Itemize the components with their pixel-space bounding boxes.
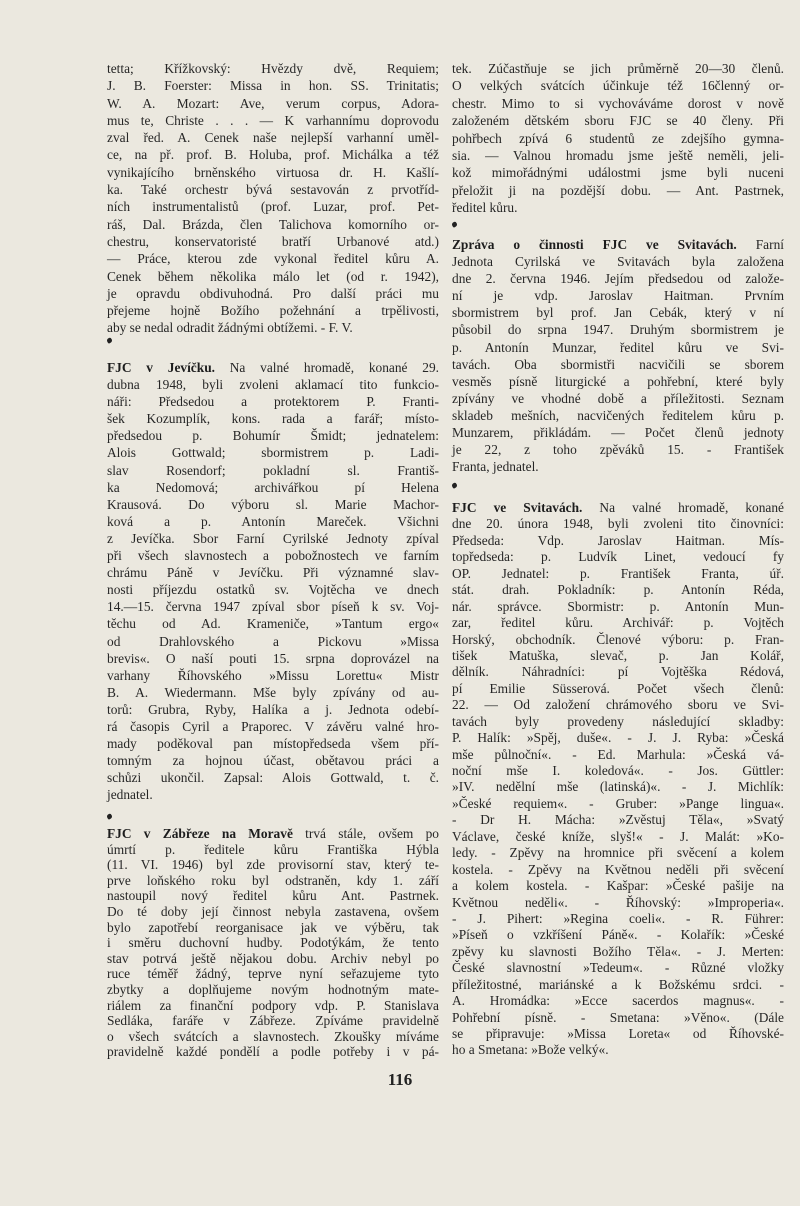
text-line: A. Hromádka: »Ecce sacerdos magnus«. - bbox=[452, 993, 784, 1009]
text-line: W. A. Mozart: Ave, verum corpus, Adora- bbox=[107, 95, 439, 111]
text-line: Sedláka, faráře v Zábřeze. Zpíváme pravidelně bbox=[107, 1013, 439, 1029]
text-line: chrámu Páně v Jevíčku. Při významné slav- bbox=[107, 565, 439, 581]
text-line: 22. — Od založení chrámového sboru ve Svi- bbox=[452, 697, 784, 713]
text-line: noční mše I. koledová«. - Jos. Güttler: bbox=[452, 763, 784, 778]
article-heading: Zpráva o činnosti FJC ve Svitavách. bbox=[452, 237, 737, 252]
text-line: ní je vdp. Jaroslav Haitman. Prvním bbox=[452, 288, 784, 304]
text-line: sbormistrem byl prof. Jan Cebák, který v ní bbox=[452, 305, 784, 321]
text-line: vesměs písně liturgické a pohřební, které byly bbox=[452, 373, 784, 389]
text-line: J. B. Foerster: Missa in hon. SS. Trinitatis; bbox=[107, 78, 439, 94]
text-line: riálem za finanční podpory vdp. P. Stanislava bbox=[107, 997, 439, 1013]
text-line: při všech slavnostech a pobožnostech ve farním bbox=[107, 548, 439, 564]
text-line bbox=[107, 826, 439, 842]
text-line: stav potrvá ještě nějakou dobu. Archiv nebyl po bbox=[107, 950, 439, 966]
text-line: i směru duchovní hudby. Podotýkám, že tento bbox=[107, 935, 439, 951]
text-line: Franta, jednatel. bbox=[452, 459, 539, 475]
section-bullet-icon bbox=[106, 813, 113, 820]
text-line: varhany Říhovského »Missu Lorettu« Mistr bbox=[107, 667, 439, 683]
text-line: ka Nedomová; archivářkou pí Helena bbox=[107, 479, 439, 495]
text-line: a kolem kostela. - Kašpar: »České pašije na bbox=[452, 878, 784, 894]
text-line: o všech svátcích a slavnostech. Zkoušky míváme bbox=[107, 1028, 439, 1044]
text-line: předsedou p. Bohumír Šmidt; jednatelem: bbox=[107, 428, 439, 444]
text-line: aby se nedal odradit žádnými obtížemi. - F. V. bbox=[107, 320, 353, 336]
text-line: zpěvy ku slavnosti Božího Těla«. - J. Merten: bbox=[452, 943, 784, 959]
text-line: Horský, obchodník. Členové výboru: p. Fran- bbox=[452, 631, 784, 647]
text-line: dělník. Náhradníci: pí Vojtěška Rédová, bbox=[452, 664, 784, 680]
text-line: založeném dětském sboru FJC se 40 členy. Při bbox=[452, 113, 784, 129]
text-line: slav Rosendorf; pokladní sl. Františ- bbox=[107, 462, 439, 478]
text-line: skladeb mešních, nacvičených ředitelem kůru p. bbox=[452, 407, 784, 423]
text-line: Do té doby její činnost nebyla zastavena, ovšem bbox=[107, 903, 439, 919]
text-line: od Drahlovského a Pickovu »Missa bbox=[107, 633, 439, 649]
text-line: Pohřební písně. - Smetana: »Věno«. (Dále bbox=[452, 1009, 784, 1025]
text-line: chestru, konservatoristé bratří Urbanové atd.) bbox=[107, 233, 439, 249]
text-line: zbytky a doplňujeme novým hodnotným mate- bbox=[107, 981, 439, 997]
text-line: Václave, české kníže, slyš!« - J. Malát: »Ko- bbox=[452, 828, 784, 844]
text-line: schůzi ukončil. Zapsal: Alois Gottwald, t. č. bbox=[107, 770, 439, 786]
text-line: »České requiem«. - Gruber: »Pange lingua«. bbox=[452, 795, 784, 811]
text-line: příležitostné, mariánské a k Božskému srdci. - bbox=[452, 976, 784, 992]
text-line: tišek Matuška, slevač, p. Jan Kolář, bbox=[452, 647, 784, 663]
text-line: nár. správce. Sbormistr: p. Antonín Mun- bbox=[452, 598, 784, 614]
text-line: tavách. Oba sbormistři nacvičili se sborem bbox=[452, 356, 784, 372]
text-line: je 22, z toho zpěváků 15. - František bbox=[452, 442, 784, 458]
section-bullet-icon bbox=[106, 337, 113, 344]
text-line: šek Kozumplík, kons. rada a farář; místo- bbox=[107, 411, 439, 427]
text-line: zar, ředitel kůru. Archivář: p. Vojtěch bbox=[452, 615, 784, 631]
text-line-rest: tetta; Křížkovský: Hvězdy dvě, Requiem; bbox=[107, 61, 439, 76]
text-line: torů: Grubra, Ryby, Halíka a j. Jednota odebí- bbox=[107, 701, 439, 717]
text-line: mus te, Christe . . . — K varhannímu doprovodu bbox=[107, 112, 439, 128]
text-line: úmrtí p. ředitele kůru Františka Hýbla bbox=[107, 841, 439, 857]
text-line: přejeme hojně Božího požehnání a trpělivosti, bbox=[107, 303, 439, 319]
text-line bbox=[107, 60, 439, 77]
text-line: mady poděkoval pan místopředseda všem pří- bbox=[107, 736, 439, 752]
text-line: dne 20. února 1948, byli zvoleni tito činovníci: bbox=[452, 516, 784, 532]
text-line: 14.—15. června 1947 zpíval sbor píseň k sv. Voj- bbox=[107, 599, 439, 615]
text-line: rá časopis Cyril a Praporec. V závěru valné hro- bbox=[107, 718, 439, 734]
text-line: - J. Pihert: »Regina coeli«. - R. Führer: bbox=[452, 910, 784, 926]
text-line: pravidelně každé pondělí a podle potřeby i v pá- bbox=[107, 1044, 439, 1060]
page-number: 116 bbox=[387, 1070, 413, 1089]
text-line: sia. — Valnou hromadu jsme ještě neměli, jeli- bbox=[452, 147, 784, 163]
text-line: ce, na př. prof. B. Holuba, prof. Michálka a též bbox=[107, 147, 439, 163]
text-line: topředseda: p. Ludvík Linet, vedoucí fy bbox=[452, 549, 784, 565]
text-line: nastoupil nový ředitel kůru Ant. Pastrnek. bbox=[107, 888, 439, 904]
article-fjc-svitavy bbox=[452, 500, 784, 1059]
text-line: pohřbech zpívá 6 studentů ze zdejšího gymna- bbox=[452, 130, 784, 146]
text-line: přeložit ji na pozdější dobu. — Ant. Pastrnek, bbox=[452, 182, 784, 198]
text-line bbox=[452, 500, 784, 516]
text-line: Munzarem, přikládám. — Počet členů jednoty bbox=[452, 425, 784, 441]
article-continuation-zabreh bbox=[452, 60, 784, 217]
text-line: ředitel kůru. bbox=[452, 200, 518, 216]
text-line: ka. Také orchestr bývá sestavován z prvotříd- bbox=[107, 182, 439, 198]
article-heading: FJC ve Svitavách. bbox=[452, 500, 583, 515]
text-line: je opravdu obdivuhodná. Pro další práci mu bbox=[107, 285, 439, 301]
text-line bbox=[452, 60, 784, 77]
text-line: kož mimořádnými událostmi jsme byli nuceni bbox=[452, 165, 784, 181]
text-line: náři: Předsedou a protektorem P. Franti- bbox=[107, 394, 439, 410]
text-line: pí Emilie Süsserová. Počet všech členů: bbox=[452, 680, 784, 696]
text-line: B. A. Wiedermann. Mše byly zpívány od au- bbox=[107, 684, 439, 700]
text-line: ková a p. Antonín Mareček. Všichni bbox=[107, 513, 439, 529]
article-heading: FJC v Jevíčku. bbox=[107, 360, 215, 375]
section-bullet-icon bbox=[451, 482, 458, 489]
text-line: zpívány ve vhodné době a příležitosti. Seznam bbox=[452, 390, 784, 406]
article-fjc-jevicko bbox=[107, 359, 439, 803]
text-line: nosti příjezdu ostatků sv. Vojtěcha ve dnech bbox=[107, 582, 439, 598]
article-continuation-cenek bbox=[107, 60, 439, 337]
article-report-svitavy bbox=[452, 236, 784, 475]
text-line: bylo zapotřebí reorganisace jak ve výběru, tak bbox=[107, 919, 439, 935]
text-line: - Dr H. Mácha: »Zvěstuj Těla«, »Svatý bbox=[452, 812, 784, 828]
text-line: brevis«. O naší pouti 15. srpna doprovázel na bbox=[107, 650, 439, 666]
text-line: »Píseň o vzkříšení Páně«. - Kolařík: »České bbox=[452, 927, 784, 943]
text-line: Krausová. Do výboru sl. Marie Machor- bbox=[107, 496, 439, 512]
text-line: p. Antonín Munzar, ředitel kůru ve Svi- bbox=[452, 339, 784, 355]
text-line: tomným za hojnou účast, obětavou práci a bbox=[107, 753, 439, 769]
text-line-rest: tek. Zúčastňuje se jich průměrně 20—30 členů. bbox=[452, 61, 784, 76]
text-line: dubna 1948, byli zvoleni aklamací tito funkcio- bbox=[107, 377, 439, 393]
text-line: vynikajícího brněnského virtuosa dr. H. Kašlí- bbox=[107, 164, 439, 180]
text-line: OP. Jednatel: p. František Franta, úř. bbox=[452, 565, 784, 581]
text-line: ních instrumentalistů (prof. Luzar, prof. Pet- bbox=[107, 199, 439, 215]
text-line: se připravuje: »Missa Loreta« od Říhovské- bbox=[452, 1026, 784, 1041]
text-line: tavách byly provedeny následující skladby: bbox=[452, 713, 784, 729]
text-line: Alois Gottwald; sbormistrem p. Ladi- bbox=[107, 445, 439, 461]
text-line: zval řed. A. Cenek naše nejlepší varhanní uměl- bbox=[107, 130, 439, 146]
text-line: Jednota Cyrilská ve Svitavách byla založena bbox=[452, 254, 784, 270]
text-line: mše půlnoční«. - Ed. Marhula: »Česká vá- bbox=[452, 746, 784, 762]
article-heading: FJC v Zábřeze na Moravě bbox=[107, 826, 293, 841]
text-line: O velkých svátcích účinkuje též 16členný or- bbox=[452, 78, 784, 94]
text-line: Cenek během několika málo let (od r. 1942), bbox=[107, 268, 439, 284]
text-line: ledy. - Zpěvy na hromnice při svěcení a kolem bbox=[452, 845, 784, 861]
text-line: ráš, Dal. Brázda, člen Talichova komorního or- bbox=[107, 216, 439, 232]
text-line-rest: Na valné hromadě, konané bbox=[582, 500, 784, 515]
text-line: dne 2. června 1946. Jejím předsedou od založe- bbox=[452, 271, 784, 287]
text-line: ho a Smetana: »Bože velký«. bbox=[452, 1042, 609, 1058]
text-line: »IV. nedělní mše (latinská)«. - J. Michlík: bbox=[452, 779, 784, 795]
text-line bbox=[107, 359, 439, 376]
text-line: České slavnostní »Tedeum«. - Různé vložky bbox=[452, 960, 784, 976]
text-line-rest: Na valné hromadě, konané 29. bbox=[215, 360, 439, 375]
section-bullet-icon bbox=[451, 221, 458, 228]
text-line-rest: Farní bbox=[736, 237, 784, 252]
text-line: z Jevíčka. Sbor Farní Cyrilské Jednoty zpíval bbox=[107, 530, 439, 546]
text-line bbox=[452, 236, 784, 253]
text-line: těchu od Ad. Krameniče, »Tantum ergo« bbox=[107, 616, 439, 632]
text-line: ruce téměř žádný, teprve nyní seřazujeme tyto bbox=[107, 966, 439, 982]
text-line: stát. drah. Pokladník: p. Antonín Réda, bbox=[452, 582, 784, 598]
article-fjc-zabreh bbox=[107, 826, 439, 1060]
text-line: prve loňského roku byl odstraněn, kdy 1. září bbox=[107, 872, 439, 888]
text-line: (11. VI. 1946) byl zde provisorní stav, který te- bbox=[107, 857, 439, 873]
text-line: — Práce, kterou zde vykonal ředitel kůru A. bbox=[107, 251, 439, 267]
text-line-rest: trvá stále, ovšem po bbox=[292, 826, 439, 841]
text-line: Předseda: Vdp. Jaroslav Haitman. Mís- bbox=[452, 532, 784, 548]
text-line: jednatel. bbox=[107, 787, 153, 803]
text-line: P. Halík: »Spěj, duše«. - J. J. Ryba: »Česká bbox=[452, 730, 784, 746]
text-line: Květnou neděli«. - Říhovský: »Improperia«. bbox=[452, 894, 784, 910]
text-line: chestr. Mimo to si vychováváme dorost v nově bbox=[452, 95, 784, 111]
text-line: kostela. - Zpěvy na Květnou neděli při svěcení bbox=[452, 861, 784, 877]
text-line: působil do srpna 1947. Druhým sbormistrem je bbox=[452, 322, 784, 338]
